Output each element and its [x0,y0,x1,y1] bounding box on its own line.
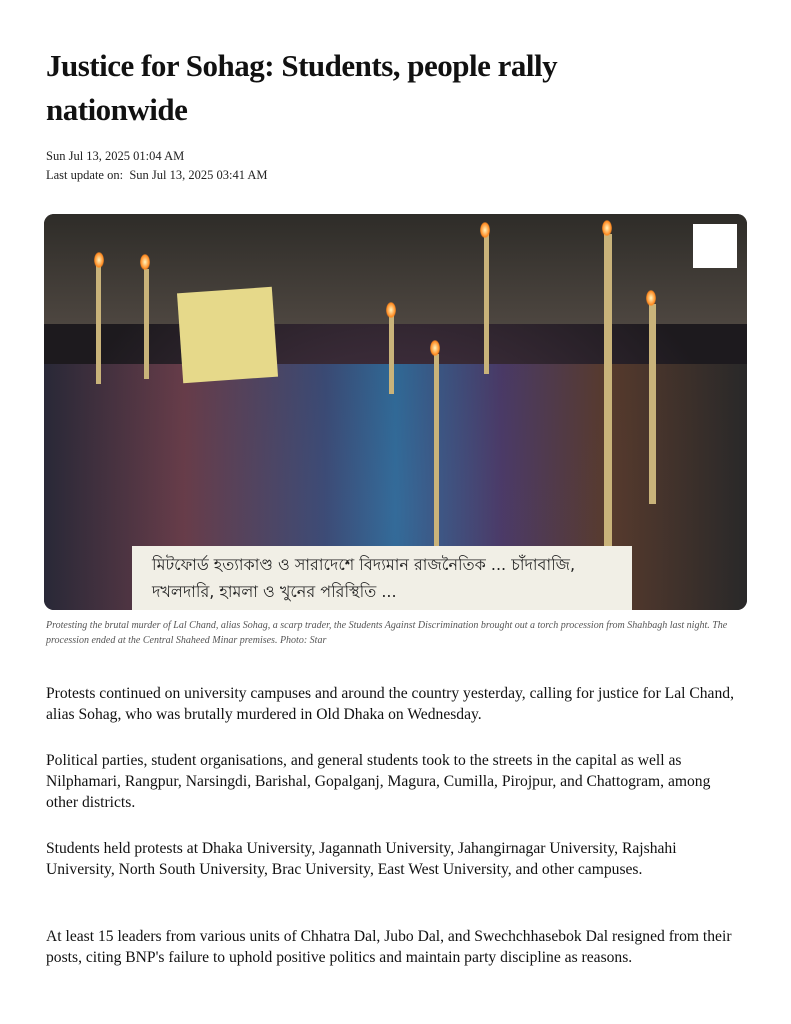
article-meta [46,147,268,185]
torch-flame [94,252,104,268]
article-photo [44,214,747,610]
torch [649,304,656,504]
torch-flame [140,254,150,270]
torch-flame [386,302,396,318]
torch [144,269,149,379]
published-date: Sun Jul 13, 2025 01:04 AM [46,149,185,163]
photo-banner: মিটফোর্ড হত্যাকাণ্ড ও সারাদেশে বিদ্যমান রাজনৈতিক ... চাঁদাবাজি, দখলদারি, হামলা ও খুনের পরিস্থিতি ... [132,546,632,610]
updated-date: Last update on: Sun Jul 13, 2025 03:41 AM [46,168,268,182]
article-title: Justice for Sohag: Students, people rally nationwide [46,48,558,127]
torch-flame [430,340,440,356]
photo-placard [177,287,278,383]
photo-caption: Protesting the brutal murder of Lal Chand, alias Sohag, a scarp trader, the Students Against Discrimination brought out a torch procession from Shahbagh last night. The procession ended at the Central Shaheed Minar premises. Photo: Star [46,620,728,646]
torch [484,234,489,374]
paragraph: Protests continued on university campuses and around the country yesterday, calling for justice for Lal Chand, alias Sohag, who was brutally murdered in Old Dhaka on Wednesday. [46,685,734,723]
torch [604,234,612,554]
paragraph: Students held protests at Dhaka University, Jagannath University, Jahangirnagar University, Rajshahi University, North South University, Brac University, East West University, and other campuses. [46,840,677,878]
torch-flame [646,290,656,306]
torch [96,264,101,384]
torch-flame [602,220,612,236]
paragraph: Political parties, student organisations, and general students took to the streets in the capital as well as Nilphamari, Rangpur, Narsingdi, Barishal, Gopalganj, Magura, Cumilla, Pirojpur, and Chattogram, among other districts. [46,752,711,811]
torch [434,354,439,554]
torch-flame [480,222,490,238]
photo-white-square [693,224,737,268]
paragraph: At least 15 leaders from various units of Chhatra Dal, Jubo Dal, and Swechchhasebok Dal resigned from their posts, citing BNP's failure to uphold positive politics and maintain party discipline as reasons. [46,928,732,966]
torch [389,314,394,394]
